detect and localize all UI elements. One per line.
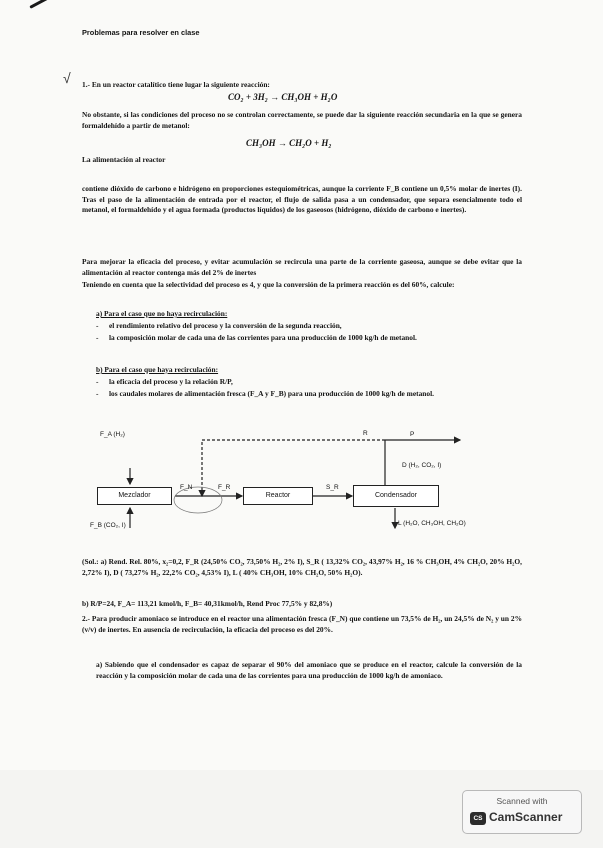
reaction-side: CH₃OH → CH₂O + H₂ <box>246 138 332 148</box>
label-FA: F_A (H₂) <box>100 431 125 438</box>
camscanner-name: CamScanner <box>489 810 563 824</box>
b-item-2: los caudales molares de alimentación fresca (F_A y F_B) para una producción de 1000 kg/h de metanol. <box>109 389 434 398</box>
mixer-box: Mezclador <box>97 487 172 505</box>
part-a-heading: a) Para el caso que no haya recirculación: <box>96 309 228 318</box>
label-FN: F_N <box>180 484 193 491</box>
problem1-intro: 1.- En un reactor catalítico tiene lugar la siguiente reacción: <box>82 80 270 89</box>
label-D: D (H₂, CO₂, I) <box>402 462 442 469</box>
recycle-text: Para mejorar la eficacia del proceso, y evitar acumulación se recircula una parte de la corriente gaseosa, aunque se debe evitar que la alimentación al reactor contenga más del 2% de inertes <box>82 257 522 277</box>
feed-heading: La alimentación al reactor <box>82 155 166 164</box>
label-FB: F_B (CO₂, I) <box>90 522 126 529</box>
process-flow-diagram <box>90 420 520 550</box>
problem1-side-text: No obstante, si las condiciones del proceso no se controlan correctamente, se puede dar la siguiente reacción secundaria en la que se genera formaldehído a partir de metanol: <box>82 110 522 130</box>
camscanner-badge <box>462 790 582 834</box>
reaction-main: CO₂ + 3H₂ → CH₃OH + H₂O <box>228 92 338 102</box>
problem2-part-a: a) Sabiendo que el condensador es capaz de separar el 90% del amoniaco que se produce en el reactor, calcule la conversión de la reacción y la composición molar de cada una de las corrientes para una producción de 1000 kg/h de amoniaco. <box>96 660 522 680</box>
label-SR: S_R <box>326 484 339 491</box>
reactor-box: Reactor <box>243 487 313 505</box>
solution-text: (Sol.: a) Rend. Rel. 80%, x₂=0,2, F_R (24,50% CO₂, 73,50% H₂, 2% I), S_R ( 13,32% CO₂, 43,97% H₂, 16 % CH₃OH, 4% CH₂O, 20% H₂O, 2,72% I), D ( 73,27% H₂, 22,2% CO₂, 4,53% I), L ( 40% CH₃OH, 10% CH₂O, 50% H₂O). <box>82 557 522 577</box>
label-L: L (H₂O, CH₃OH, CH₂O) <box>398 520 466 527</box>
condition-text: Teniendo en cuenta que la selectividad del proceso es 4, y que la conversión de la primera reacción es del 60%, calcule: <box>82 280 455 289</box>
solution-text-b: b) R/P=24, F_A= 113,21 kmol/h, F_B= 40,31kmol/h, Rend Proc 77,5% y 82,8%) <box>82 599 333 608</box>
label-FR: F_R <box>218 484 231 491</box>
page-header: Problemas para resolver en clase <box>82 28 200 37</box>
condenser-box: Condensador <box>353 485 439 507</box>
checkmark-icon: √ <box>63 70 71 86</box>
pen-mark <box>29 0 67 9</box>
scanned-with-text: Scanned with <box>496 796 548 806</box>
camscanner-logo-icon: CS <box>470 812 486 825</box>
a-item-1: el rendimiento relativo del proceso y la conversión de la segunda reacción, <box>109 321 342 330</box>
feed-text: contiene dióxido de carbono e hidrógeno en proporciones estequiométricas, aunque la corriente F_B contiene un 0,5% molar de inertes (I). Tras el paso de la alimentación de entrada por el reactor, el flujo de salida pasa a un condensador, que separa esencialmente todo el metanol, el formaldehído y el agua formada (productos líquidos) de los gaseosos (hidrógeno, dióxido de carbono e inertes). <box>82 184 522 214</box>
document-page: Problemas para resolver en clase √ 1.- En un reactor catalítico tiene lugar la siguiente reacción: CO₂ + 3H₂ → CH₃OH + H₂O No obstante, si las condiciones del proceso no se controlan correctamente, se puede dar la siguiente reacción secundaria en la que se genera formaldehído a partir de metanol: CH₃OH → CH₂O + H₂ La alimentación al reactor contiene dióxido de carbono e hidrógeno en proporciones estequiométricas, aunque la corriente F_B contiene un 0,5% molar de inertes (I). Tras el paso de la alimentación de entrada por el reactor, el flujo de salida pasa a un condensador, que separa esencialmente todo el metanol, el formaldehído y el agua formada (productos líquidos) de los gaseosos (hidrógeno, dióxido de carbono e inertes). Para mejorar la eficacia del proceso, y evitar acumulación se recircula una parte de la corriente gaseosa, aunque se debe evitar que la alimentación al reactor contenga más del 2% de inertes Teniendo en cuenta que la selectividad del proceso es 4, y que la conversión de la primera reacción es del 60%, calcule: a) Para el caso que no haya recirculación: - el rendimiento relativo del proceso y la conversión de la segunda reacción, - la composición molar de cada una de las corrientes para una producción de 1000 kg/h de metanol. b) Para el caso que haya recirculación: - la eficacia del proceso y la relación R/P, - los caudales molares de alimentación fresca (F_A y F_B) para una producción de 1000 kg/h de metanol. Mezclador Reactor Condensador F_A (H₂) F_B (CO₂, I) F_N F_R S_R R P D (H₂, CO₂, I) L (H₂O, CH₃OH, CH₂O) (Sol.: a) Rend. Rel. 80%, x₂=0,2, F_R (24,50% CO₂, 73,50% H₂, 2% I), S_R ( 13,32% CO₂, 43,97% H₂, 16 % CH₃OH, 4% CH₂O, 20% H₂O, 2,72% I), D ( 73,27% H₂, 22,2% CO₂, 4,53% I), L ( 40% CH₃OH, 10% CH₂O, 50% H₂O). b) R/P=24, F_A= 113,21 kmol/h, F_B= 40,31kmol/h, Rend Proc 77,5% y 82,8%) 2.- Para producir amoniaco se introduce en el reactor una alimentación fresca (F_N) que contiene un 73,5% de H₂, un 24,5% de N₂ y un 2% (v/v) de inertes. En ausencia de recirculación, la eficacia del proceso es del 20%. a) Sabiendo que el condensador es capaz de separar el 90% del amoniaco que se produce en el reactor, calcule la conversión de la reacción y la composición molar de cada una de las corrientes para una producción de 1000 kg/h de amoniaco. <box>0 0 603 770</box>
b-item-1: la eficacia del proceso y la relación R/P, <box>109 377 233 386</box>
label-R: R <box>363 430 368 437</box>
part-b-heading: b) Para el caso que haya recirculación: <box>96 365 219 374</box>
a-item-2: la composición molar de cada una de las corrientes para una producción de 1000 kg/h de metanol. <box>109 333 417 342</box>
problem2-intro: 2.- Para producir amoniaco se introduce en el reactor una alimentación fresca (F_N) que contiene un 73,5% de H₂, un 24,5% de N₂ y un 2% (v/v) de inertes. En ausencia de recirculación, la eficacia del proceso es del 20%. <box>82 614 522 634</box>
label-P: P <box>410 431 415 438</box>
